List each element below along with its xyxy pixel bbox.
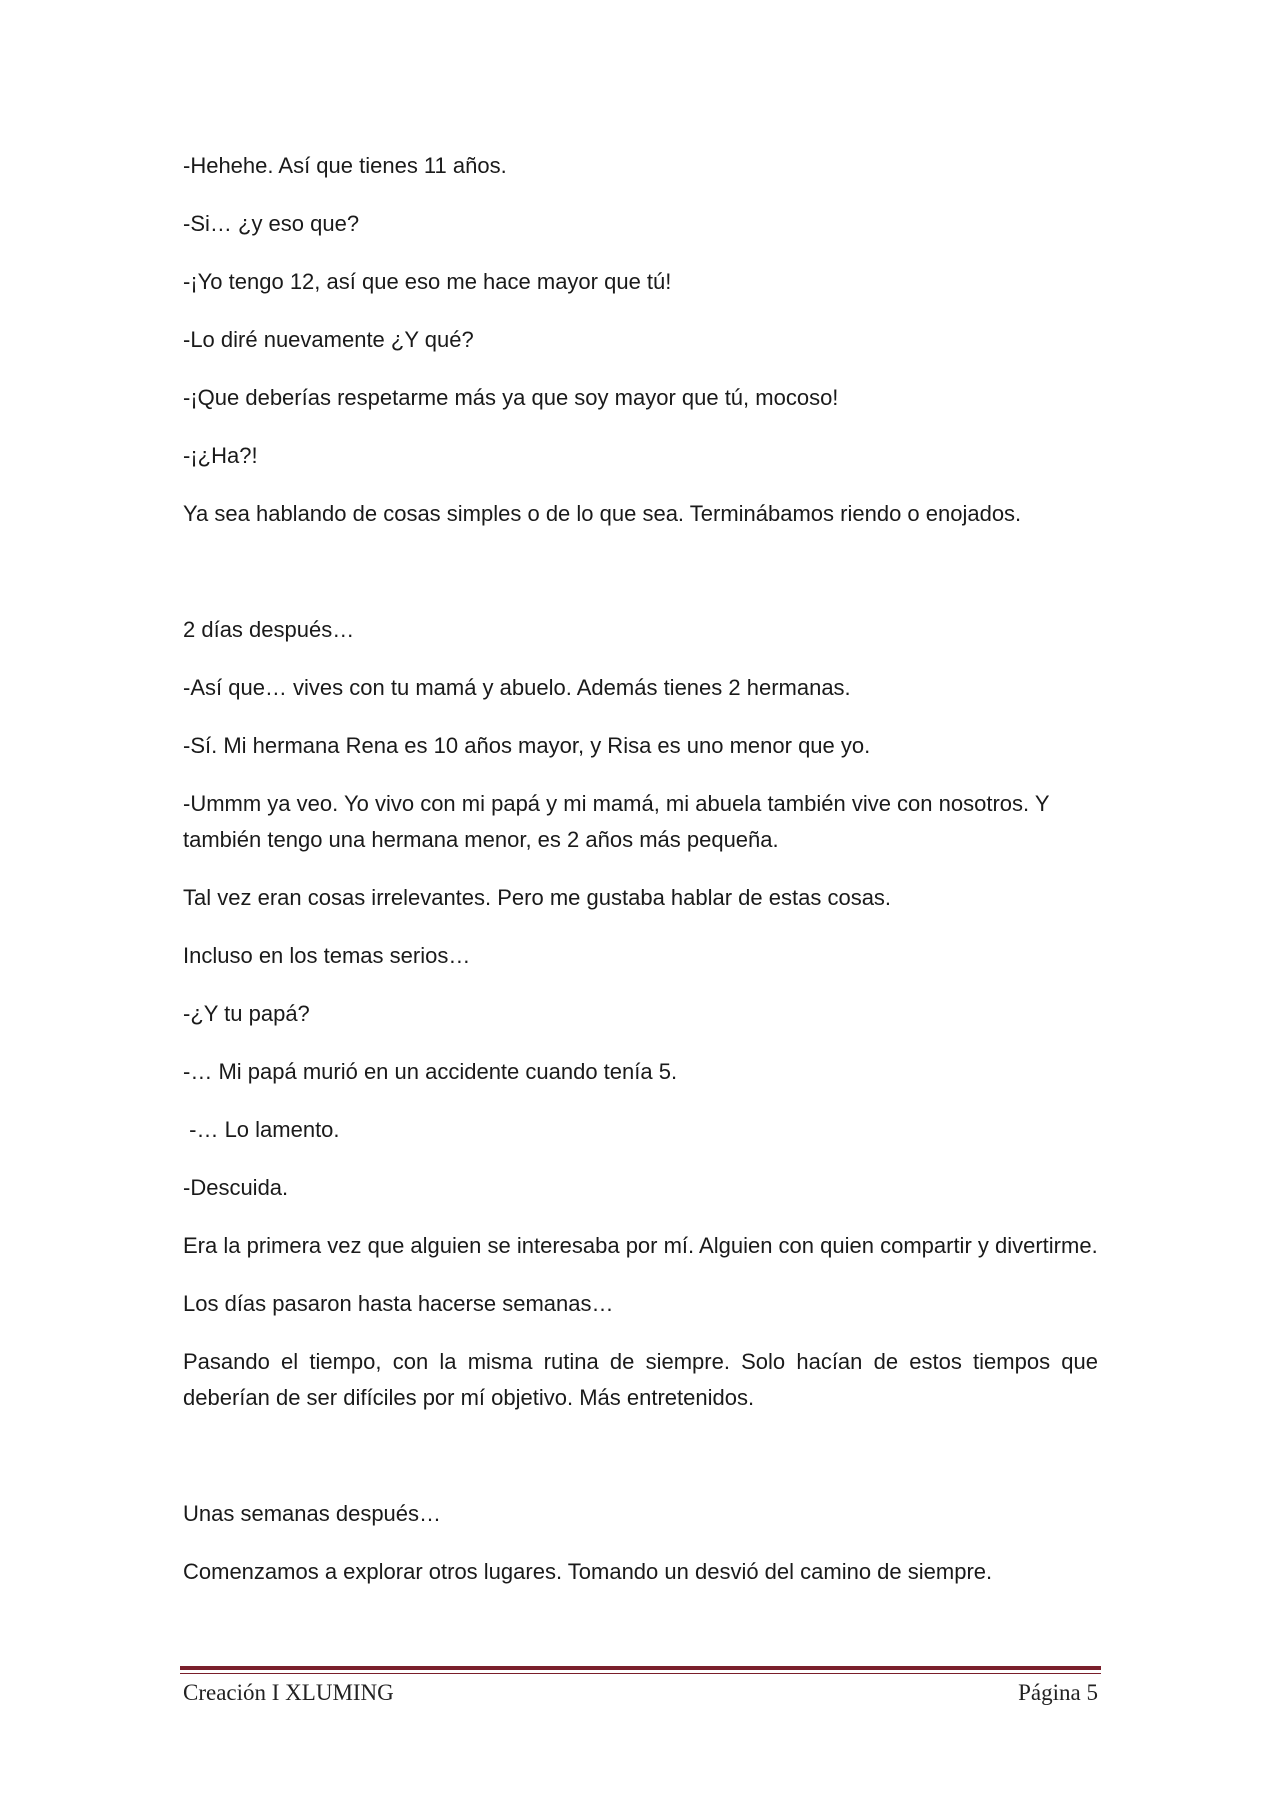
- paragraph: -¿Y tu papá?: [183, 1001, 310, 1026]
- paragraph: Comenzamos a explorar otros lugares. Tomando un desvió del camino de siempre.: [183, 1559, 993, 1584]
- paragraph: Los días pasaron hasta hacerse semanas…: [183, 1291, 614, 1316]
- paragraph: -¡Que deberías respetarme más ya que soy mayor que tú, mocoso!: [183, 385, 839, 410]
- paragraph: Era la primera vez que alguien se interesaba por mí. Alguien con quien compartir y divertirme.: [183, 1233, 1098, 1258]
- paragraph: -Así que… vives con tu mamá y abuelo. Además tienes 2 hermanas.: [183, 675, 851, 700]
- paragraph: Ya sea hablando de cosas simples o de lo que sea. Terminábamos riendo o enojados.: [183, 501, 1022, 526]
- footer-rule-thin: [180, 1673, 1101, 1674]
- section-heading: Unas semanas después…: [183, 1501, 442, 1526]
- paragraph: -¡¿Ha?!: [183, 443, 258, 468]
- section-heading: 2 días después…: [183, 617, 355, 642]
- paragraph: -Descuida.: [183, 1175, 289, 1200]
- page-footer: [183, 1680, 1098, 1706]
- paragraph: -¡Yo tengo 12, así que eso me hace mayor que tú!: [183, 269, 672, 294]
- footer-credit: Creación I XLUMING: [183, 1680, 394, 1705]
- paragraph: Incluso en los temas serios…: [183, 943, 471, 968]
- page-number: Página 5: [1018, 1680, 1098, 1705]
- section-gap: [183, 1438, 1098, 1496]
- paragraph: -Si… ¿y eso que?: [183, 211, 360, 236]
- footer-rule-thick: [180, 1666, 1101, 1670]
- footer-divider: [180, 1666, 1101, 1674]
- paragraph: -Lo diré nuevamente ¿Y qué?: [183, 327, 474, 352]
- paragraph: Pasando el tiempo, con la misma rutina de siempre. Solo hacían de estos tiempos que deberían de ser difíciles por mí objetivo. Más entretenidos.: [183, 1349, 1105, 1410]
- paragraph: -Ummm ya veo. Yo vivo con mi papá y mi mamá, mi abuela también vive con nosotros. Y también tengo una hermana menor, es 2 años más pequeña.: [183, 791, 1056, 852]
- section-gap: [183, 554, 1098, 612]
- document-body: [183, 148, 1105, 1612]
- paragraph: -Hehehe. Así que tienes 11 años.: [183, 153, 507, 178]
- paragraph: -… Mi papá murió en un accidente cuando tenía 5.: [183, 1059, 678, 1084]
- paragraph: -Sí. Mi hermana Rena es 10 años mayor, y Risa es uno menor que yo.: [183, 733, 871, 758]
- paragraph: -… Lo lamento.: [183, 1117, 340, 1142]
- paragraph: Tal vez eran cosas irrelevantes. Pero me gustaba hablar de estas cosas.: [183, 885, 892, 910]
